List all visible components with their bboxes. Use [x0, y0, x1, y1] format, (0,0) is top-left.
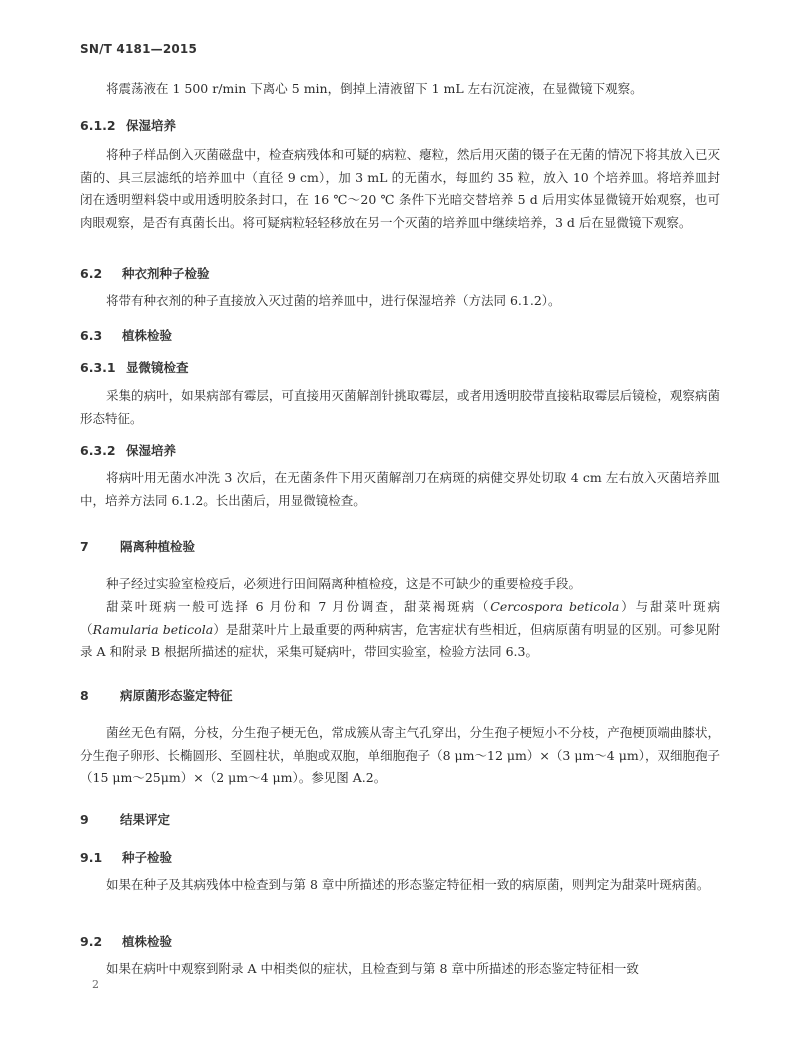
paragraph-survey-timing	[80, 596, 720, 664]
species-name-ramularia: Ramularia beticola	[92, 621, 214, 637]
heading-8	[80, 686, 233, 704]
heading-title: 隔离种植检验	[120, 539, 196, 554]
heading-title: 植株检验	[122, 934, 173, 949]
heading-title: 结果评定	[120, 812, 171, 827]
paragraph-field-isolation: 种子经过实验室检疫后，必须进行田间隔离种植检疫，这是不可缺少的重要检疫手段。	[106, 576, 582, 591]
heading-title: 种衣剂种子检验	[122, 266, 210, 281]
heading-6-3	[80, 326, 172, 344]
heading-number: 8	[80, 688, 89, 703]
paragraph-leaf-culture: 将病叶用无菌水冲洗 3 次后，在无菌条件下用灭菌解剖刀在病斑的病健交界处切取 4 cm 左右放入灭菌培养皿中，培养方法同 6.1.2。长出菌后，用显微镜检查。	[80, 470, 720, 508]
heading-title: 病原菌形态鉴定特征	[120, 688, 233, 703]
paragraph-seed-result: 如果在种子及其病残体中检查到与第 8 章中所描述的形态鉴定特征相一致的病原菌，则判定为甜菜叶斑病菌。	[106, 877, 710, 892]
heading-number: 9.2	[80, 934, 103, 949]
page-number: 2	[92, 978, 99, 991]
paragraph-morphology: 菌丝无色有隔，分枝，分生孢子梗无色，常成簇从寄主气孔穿出，分生孢子梗短小不分枝，产孢梗顶端曲膝状，分生孢子卵形、长椭圆形、至圆柱状，单胞或双胞，单细胞孢子（8 μm～12 μm）×（3 μm～4 μm），双细胞孢子（15 μm～25μm）×（2 μm～4 μm）。参见图 A.2。	[80, 725, 720, 785]
heading-title: 显微镜检查	[126, 360, 189, 375]
heading-9-1	[80, 848, 172, 866]
heading-number: 7	[80, 539, 89, 554]
paragraph-microscope-check: 采集的病叶，如果病部有霉层，可直接用灭菌解剖针挑取霉层，或者用透明胶带直接粘取霉层后镜检，观察病菌形态特征。	[80, 388, 720, 426]
paragraph-plant-result: 如果在病叶中观察到附录 A 中相类似的症状，且检查到与第 8 章中所描述的形态鉴定特征相一致	[106, 961, 639, 976]
heading-7	[80, 537, 195, 555]
heading-6-3-2	[80, 441, 176, 459]
heading-title: 保湿培养	[126, 118, 177, 133]
heading-number: 6.3	[80, 328, 103, 343]
heading-number: 6.1.2	[80, 118, 116, 133]
text-segment: 甜菜叶斑病一般可选择 6 月份和 7 月份调查，甜菜褐斑病（	[106, 599, 491, 614]
heading-number: 9.1	[80, 850, 103, 865]
paragraph-coated-seeds: 将带有种衣剂的种子直接放入灭过菌的培养皿中，进行保湿培养（方法同 6.1.2）。	[106, 293, 561, 308]
heading-6-1-2	[80, 116, 176, 134]
heading-title: 保湿培养	[126, 443, 177, 458]
text-segment: ）与甜菜叶斑病（	[80, 599, 720, 637]
text-segment: ）是甜菜叶片上最重要的两种病害，危害症状有些相近，但病原菌有明显的区别。可参见附录 A 和附录 B 根据所描述的症状，采集可疑病叶，带回实验室，检验方法同 6.3。	[80, 621, 720, 659]
heading-number: 6.2	[80, 266, 103, 281]
species-name-cercospora: Cercospora beticola	[490, 599, 620, 614]
standard-number-header: SN/T 4181—2015	[80, 42, 198, 56]
heading-title: 种子检验	[122, 850, 173, 865]
paragraph-humid-culture-seeds: 将种子样品倒入灭菌磁盘中，检查病残体和可疑的病粒、瘪粒，然后用灭菌的镊子在无菌的情况下将其放入已灭菌的、具三层滤纸的培养皿中（直径 9 cm），加 3 mL 的无菌水，每皿约 35 粒，放入 10 个培养皿。将培养皿封闭在透明塑料袋中或用透明胶条封口，在 16 ℃～20 ℃ 条件下光暗交替培养 5 d 后用实体显微镜开始观察，也可肉眼观察，是否有真菌长出。将可疑病粒轻轻移放在另一个灭菌的培养皿中继续培养，3 d 后在显微镜下观察。	[80, 147, 720, 230]
heading-number: 6.3.1	[80, 360, 116, 375]
heading-number: 9	[80, 812, 89, 827]
paragraph-centrifuge: 将震荡液在 1 500 r/min 下离心 5 min，倒掉上清液留下 1 mL 左右沉淀液，在显微镜下观察。	[106, 81, 643, 96]
heading-6-2	[80, 264, 210, 282]
heading-number: 6.3.2	[80, 443, 116, 458]
heading-9	[80, 810, 170, 828]
heading-6-3-1	[80, 358, 189, 376]
heading-title: 植株检验	[122, 328, 173, 343]
heading-9-2	[80, 932, 172, 950]
